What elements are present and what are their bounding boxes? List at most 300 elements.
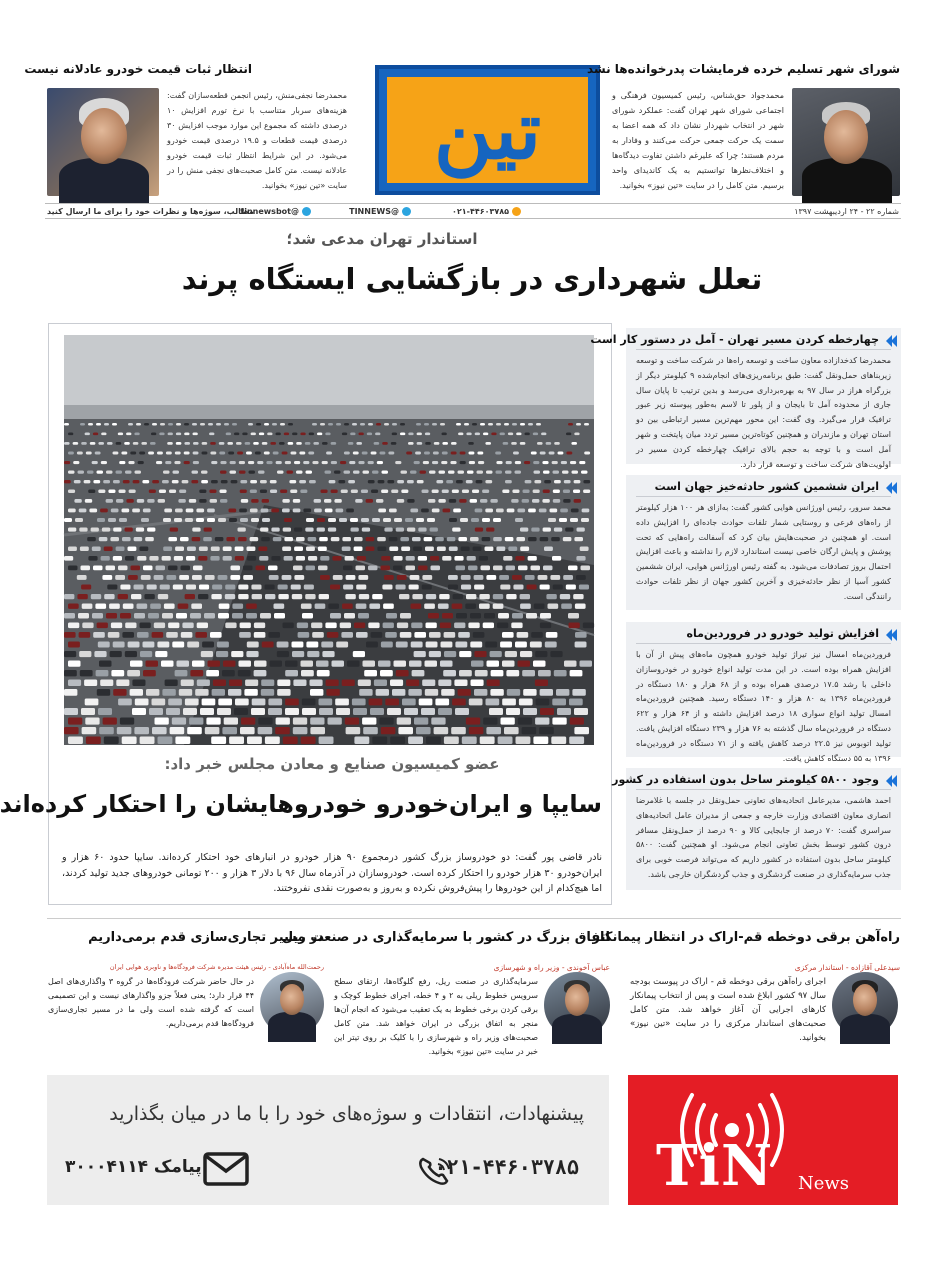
- parked-car: [453, 594, 463, 599]
- parked-car: [505, 537, 514, 541]
- parked-car: [201, 651, 213, 657]
- parked-car: [458, 537, 467, 541]
- parked-car: [240, 480, 247, 483]
- parked-car: [197, 623, 208, 629]
- parked-car: [193, 442, 199, 445]
- parked-car: [319, 699, 333, 706]
- parked-car: [185, 518, 193, 522]
- parked-car: [74, 480, 81, 483]
- parked-car: [423, 461, 429, 464]
- banner-sms-text: پیامک ۳۰۰۰۴۱۱۴: [65, 1157, 202, 1177]
- side-item-2[interactable]: [626, 622, 901, 763]
- parked-car: [471, 518, 479, 522]
- parked-car: [327, 632, 339, 638]
- parked-car: [102, 575, 112, 580]
- parked-car: [219, 452, 225, 455]
- parked-car: [410, 471, 417, 474]
- parked-car: [464, 423, 469, 426]
- parked-car: [560, 594, 570, 599]
- parked-car: [354, 737, 369, 744]
- parked-car: [314, 509, 322, 513]
- parked-car: [128, 642, 140, 648]
- parked-car: [442, 613, 453, 619]
- parked-car: [79, 651, 91, 657]
- parked-car: [207, 518, 215, 522]
- parked-car: [505, 651, 517, 657]
- parked-car: [136, 423, 141, 426]
- parked-car: [199, 499, 206, 503]
- parked-car: [574, 537, 583, 541]
- side-item-1[interactable]: [626, 475, 901, 610]
- side-item-0[interactable]: [590, 328, 901, 469]
- parked-car: [518, 566, 528, 571]
- parked-car: [387, 708, 401, 715]
- banner-sms[interactable]: [65, 1157, 202, 1177]
- parked-car: [213, 680, 226, 687]
- parked-car: [520, 442, 526, 445]
- parked-car: [461, 547, 470, 551]
- parked-car: [134, 537, 143, 541]
- parked-car: [432, 509, 440, 513]
- parked-car: [264, 423, 269, 426]
- parked-car: [505, 480, 512, 483]
- parked-car: [132, 509, 140, 513]
- parked-car: [473, 547, 482, 551]
- parked-car: [347, 661, 360, 667]
- parked-car: [95, 604, 106, 609]
- parked-car: [134, 613, 145, 619]
- parked-car: [276, 461, 282, 464]
- parked-car: [518, 661, 531, 667]
- parked-car: [531, 566, 541, 571]
- bottom-right-body: اجرای راه‌آهن برقی دوخطه قم - اراک در پیوست بودجه سال ۹۷ کشور ابلاغ شده است و پس از انتخاب پیمانکار کارهای اجرایی آن آغاز خواهد شد. متن کامل صحبت‌های استاندار مرکزی را در سایت «تین نیوز» بخوانید.: [630, 977, 826, 1043]
- banner-text: پیشنهادات، انتقادات و سوژه‌های خود را با ما در میان بگذارید: [109, 1103, 584, 1125]
- parked-car: [220, 490, 227, 494]
- parked-car: [346, 575, 356, 580]
- parked-car: [136, 528, 144, 532]
- parked-car: [232, 604, 243, 609]
- parked-car: [125, 623, 136, 629]
- parked-car: [187, 642, 199, 648]
- parked-car: [552, 699, 566, 706]
- parked-car: [149, 708, 163, 715]
- parked-car: [181, 680, 194, 687]
- parked-car: [485, 480, 492, 483]
- parked-car: [522, 670, 535, 676]
- parked-car: [82, 623, 93, 629]
- parked-car: [85, 718, 99, 725]
- parked-car: [372, 518, 380, 522]
- parked-car: [122, 537, 131, 541]
- parked-car: [175, 737, 190, 744]
- parked-car: [217, 642, 229, 648]
- parked-car: [68, 737, 83, 744]
- parked-car: [292, 651, 304, 657]
- top-left-photo: [47, 88, 159, 196]
- parked-car: [176, 433, 181, 436]
- parked-car: [421, 509, 429, 513]
- bottom-right-headline[interactable]: راه‌آهن برقی دوخطه قم-اراک در انتظار پیمانکار: [592, 930, 900, 945]
- parked-car: [356, 442, 362, 445]
- parked-car: [255, 452, 261, 455]
- parked-car: [576, 575, 586, 580]
- parked-car: [245, 680, 258, 687]
- parked-car: [243, 566, 253, 571]
- parked-car: [287, 471, 294, 474]
- parked-car: [306, 642, 318, 648]
- parked-car: [344, 452, 350, 455]
- side-item-body: محمدرضا کدخدازاده معاون ساخت و توسعه راه‌ها در شرکت ساخت و توسعه زیربناهای حمل‌ونقل گفت: طبق برنامه‌ریزی‌های انجام‌شده ۹ کیلومتر دیگر از بزرگراه هراز در سال ۹۷ به بهره‌برداری می‌رسد و بدین ترتیب تا پایان سال جاری از محدوده آمل تا بایجان و از پلور تا لاسم به‌طور پیوسته زیر عبور ترافیک قرار می‌گیرد. وی گفت: این محور مهم‌ترین مسیر ارتباطی بین دو استان تهران و مازندران و همچنین کوتاه‌ترین مسیر تردد میان پایتخت و شهر آمل است و با توجه به حجم بالای ترافیک چهارخطه کردن مسیر در اولویت‌های شرکت ساخت و توسعه قرار دارد.: [636, 356, 891, 469]
- parked-car: [397, 718, 411, 725]
- parked-car: [157, 642, 169, 648]
- parked-car: [383, 518, 391, 522]
- parked-car: [350, 433, 355, 436]
- channel-link[interactable]: [349, 207, 411, 216]
- parked-car: [515, 471, 522, 474]
- parked-car: [292, 594, 302, 599]
- parked-car: [580, 661, 593, 667]
- parked-car: [134, 727, 149, 734]
- parked-car: [471, 661, 484, 667]
- parked-car: [520, 604, 531, 609]
- parked-car: [377, 537, 386, 541]
- parked-car: [525, 433, 530, 436]
- parked-car: [211, 594, 221, 599]
- parked-car: [216, 651, 228, 657]
- parked-car: [446, 480, 453, 483]
- parked-car: [143, 670, 156, 676]
- parked-car: [285, 708, 299, 715]
- strip-channel: @TINNEWS: [349, 207, 399, 216]
- parked-car: [400, 433, 405, 436]
- parked-car: [261, 537, 270, 541]
- parked-car: [185, 699, 199, 706]
- parked-car: [200, 423, 205, 426]
- parked-car: [64, 689, 77, 696]
- parked-car: [218, 518, 226, 522]
- top-left-headline[interactable]: انتظار ثبات قیمت خودرو عادلانه نیست: [24, 62, 252, 76]
- parked-car: [92, 461, 98, 464]
- parked-car: [436, 480, 443, 483]
- parked-car: [313, 442, 319, 445]
- parked-car: [466, 433, 471, 436]
- parked-car: [500, 642, 512, 648]
- parked-car: [156, 461, 162, 464]
- parked-car: [320, 575, 330, 580]
- parked-car: [563, 575, 573, 580]
- parked-car: [432, 461, 438, 464]
- parked-car: [520, 528, 528, 532]
- parked-car: [434, 442, 440, 445]
- parked-car: [187, 727, 202, 734]
- parked-car: [389, 547, 398, 551]
- parked-car: [109, 604, 120, 609]
- parked-car: [506, 670, 519, 676]
- parked-car: [289, 480, 296, 483]
- parked-car: [170, 528, 178, 532]
- parked-car: [383, 604, 394, 609]
- parked-car: [243, 575, 253, 580]
- parked-car: [202, 699, 216, 706]
- parked-car: [64, 594, 74, 599]
- parked-car: [507, 509, 515, 513]
- parked-car: [165, 680, 178, 687]
- parked-car: [479, 604, 490, 609]
- parked-car: [474, 689, 487, 696]
- parked-car: [581, 471, 588, 474]
- parked-car: [455, 708, 469, 715]
- parked-car: [74, 499, 81, 503]
- parked-car: [150, 442, 156, 445]
- parked-car: [218, 575, 228, 580]
- parked-car: [292, 642, 304, 648]
- parked-car: [317, 518, 325, 522]
- parked-car: [389, 537, 398, 541]
- parked-car: [332, 556, 341, 561]
- parked-car: [452, 699, 466, 706]
- parked-car: [438, 680, 451, 687]
- parked-car: [458, 632, 470, 638]
- parked-car: [459, 651, 471, 657]
- parked-car: [101, 461, 107, 464]
- parked-car: [93, 566, 103, 571]
- parked-car: [339, 518, 347, 522]
- parked-car: [364, 670, 377, 676]
- parked-car: [220, 461, 226, 464]
- parked-car: [305, 594, 315, 599]
- parked-car: [120, 613, 131, 619]
- parked-car: [490, 499, 497, 503]
- parked-car: [98, 642, 110, 648]
- parked-car: [89, 509, 97, 513]
- parked-car: [379, 718, 393, 725]
- parked-car: [553, 471, 560, 474]
- parked-car: [344, 471, 351, 474]
- parked-car: [64, 651, 76, 657]
- parked-car: [135, 699, 149, 706]
- parked-car: [328, 604, 339, 609]
- parked-car: [111, 509, 119, 513]
- parked-car: [218, 699, 232, 706]
- parked-car: [568, 566, 578, 571]
- parked-car: [268, 708, 282, 715]
- parked-car: [498, 613, 509, 619]
- parked-car: [542, 499, 549, 503]
- second-body: نادر قاضی پور گفت: دو خودروساز بزرگ کشور درمجموع ۹۰ هزار خودرو در انبارهای خود احتکار کرده‌اند. سایپا حدود ۶۰ هزار و ایران‌خودرو ۳۰ هزار خودرو را احتکار کرده است. خودروسازان در آذرماه سال ۹۶ با دلار ۳ هزار و ۲۰۰ تومانی خودروهای جدید تولید کردند، اما هیچ‌کدام از این خودروها را پیش‌فروش نکرده و به‌روز و به‌صورت نقدی نفروختند.: [62, 852, 602, 894]
- parked-car: [258, 471, 265, 474]
- parked-car: [251, 518, 259, 522]
- parked-car: [268, 699, 282, 706]
- parked-car: [145, 537, 154, 541]
- parked-car: [325, 623, 336, 629]
- parked-car: [154, 623, 165, 629]
- parked-car: [475, 433, 480, 436]
- parked-car: [85, 699, 99, 706]
- top-right-headline[interactable]: شورای شهر تسلیم خرده فرمایشات پدرخوانده‌ها نشد: [586, 62, 900, 76]
- parked-car: [560, 509, 568, 513]
- parked-car: [162, 613, 173, 619]
- parked-car: [500, 585, 510, 590]
- parked-car: [334, 499, 341, 503]
- parked-car: [554, 528, 562, 532]
- parked-car: [172, 642, 184, 648]
- parked-car: [525, 575, 535, 580]
- parked-car: [326, 680, 339, 687]
- parked-car: [566, 585, 576, 590]
- contact-banner[interactable]: [47, 1075, 609, 1205]
- parked-car: [569, 699, 583, 706]
- parked-car: [211, 480, 218, 483]
- parked-car: [274, 613, 285, 619]
- banner-phone[interactable]: [435, 1155, 580, 1179]
- parked-car: [282, 547, 291, 551]
- parked-car: [85, 499, 92, 503]
- parked-car: [427, 518, 435, 522]
- phone-link[interactable]: [452, 207, 521, 216]
- parked-car: [439, 594, 449, 599]
- parked-car: [502, 699, 516, 706]
- parked-car: [389, 509, 397, 513]
- second-headline[interactable]: سایپا و ایران‌خودرو خودروهایشان را احتکار کرده‌اند: [0, 790, 602, 818]
- parked-car: [150, 604, 161, 609]
- parked-car: [100, 509, 108, 513]
- parked-car: [309, 480, 316, 483]
- parked-car: [147, 499, 154, 503]
- parked-car: [319, 708, 333, 715]
- parked-car: [543, 528, 551, 532]
- parked-car: [279, 442, 285, 445]
- parked-car: [467, 556, 476, 561]
- parked-car: [229, 518, 237, 522]
- main-headline[interactable]: تعلل شهرداری در بازگشایی ایستگاه پرند: [181, 262, 763, 296]
- parked-car: [325, 433, 330, 436]
- parked-car: [147, 528, 155, 532]
- parked-car: [444, 651, 456, 657]
- parked-car: [300, 433, 305, 436]
- parked-car: [198, 594, 208, 599]
- parked-car: [221, 480, 228, 483]
- parked-car: [533, 737, 548, 744]
- parked-car: [126, 433, 131, 436]
- parked-car: [506, 708, 520, 715]
- parked-car: [538, 575, 548, 580]
- parked-car: [78, 613, 89, 619]
- parked-car: [134, 585, 144, 590]
- parked-car: [101, 433, 106, 436]
- parked-car: [157, 452, 163, 455]
- parked-car: [212, 585, 222, 590]
- parked-car: [262, 499, 269, 503]
- parked-car: [257, 461, 263, 464]
- telegram-bot-icon: [302, 207, 311, 216]
- parked-car: [270, 661, 283, 667]
- parked-car: [64, 442, 70, 445]
- parked-car: [152, 699, 166, 706]
- parked-car: [186, 556, 195, 561]
- parked-car: [430, 528, 438, 532]
- masthead-logo[interactable]: [375, 65, 600, 195]
- parked-car: [468, 566, 478, 571]
- parked-car: [98, 442, 104, 445]
- bottom-left-headline[interactable]: در مسیر تجاری‌سازی قدم برمی‌داریم: [88, 930, 324, 945]
- parked-car: [513, 452, 519, 455]
- parked-car: [193, 452, 199, 455]
- parked-car: [570, 461, 576, 464]
- parked-car: [258, 718, 272, 725]
- parked-car: [192, 661, 205, 667]
- parked-car: [97, 689, 110, 696]
- parked-car: [246, 613, 257, 619]
- parked-car: [416, 423, 421, 426]
- side-item-3[interactable]: [612, 768, 901, 890]
- parked-car: [207, 509, 215, 513]
- parked-car: [98, 490, 105, 494]
- parked-car: [104, 594, 114, 599]
- parked-car: [523, 490, 530, 494]
- parked-car: [317, 670, 330, 676]
- parked-car: [158, 499, 165, 503]
- bottom-middle-headline[interactable]: اتفاق بزرگ در کشور با سرمایه‌گذاری در صنعت ریل: [281, 930, 610, 945]
- parked-car: [407, 499, 414, 503]
- parked-car: [140, 623, 151, 629]
- parked-car: [520, 423, 525, 426]
- parked-car: [353, 708, 367, 715]
- parked-car: [175, 670, 188, 676]
- parked-car: [202, 452, 208, 455]
- parked-car: [502, 632, 514, 638]
- parked-car: [140, 737, 155, 744]
- parked-car: [469, 699, 483, 706]
- parked-car: [495, 452, 501, 455]
- parked-car: [68, 452, 74, 455]
- parked-car: [184, 461, 190, 464]
- parked-car: [356, 566, 366, 571]
- tin-news-logo[interactable]: [628, 1075, 898, 1205]
- parked-car: [384, 528, 392, 532]
- parked-car: [372, 594, 382, 599]
- parked-car: [141, 575, 151, 580]
- parked-car: [247, 642, 259, 648]
- parked-car: [245, 442, 251, 445]
- parked-car: [230, 471, 237, 474]
- parked-car: [308, 556, 317, 561]
- parked-car: [68, 661, 81, 667]
- parked-car: [456, 566, 466, 571]
- parked-car: [520, 547, 529, 551]
- parked-car: [219, 442, 225, 445]
- parked-car: [460, 452, 466, 455]
- parked-car: [283, 737, 298, 744]
- parked-car: [353, 452, 359, 455]
- parked-car: [162, 689, 175, 696]
- parked-car: [260, 490, 267, 494]
- parked-car: [152, 480, 159, 483]
- parked-car: [302, 708, 316, 715]
- parked-car: [107, 442, 113, 445]
- parked-car: [531, 632, 543, 638]
- parked-car: [261, 509, 269, 513]
- parked-car: [223, 556, 232, 561]
- parked-car: [372, 471, 379, 474]
- parked-car: [158, 594, 168, 599]
- parked-car: [64, 727, 79, 734]
- parked-car: [342, 604, 353, 609]
- parked-car: [412, 594, 422, 599]
- parked-car: [125, 528, 133, 532]
- parked-car: [469, 452, 475, 455]
- parked-car: [305, 442, 311, 445]
- parked-car: [68, 680, 81, 687]
